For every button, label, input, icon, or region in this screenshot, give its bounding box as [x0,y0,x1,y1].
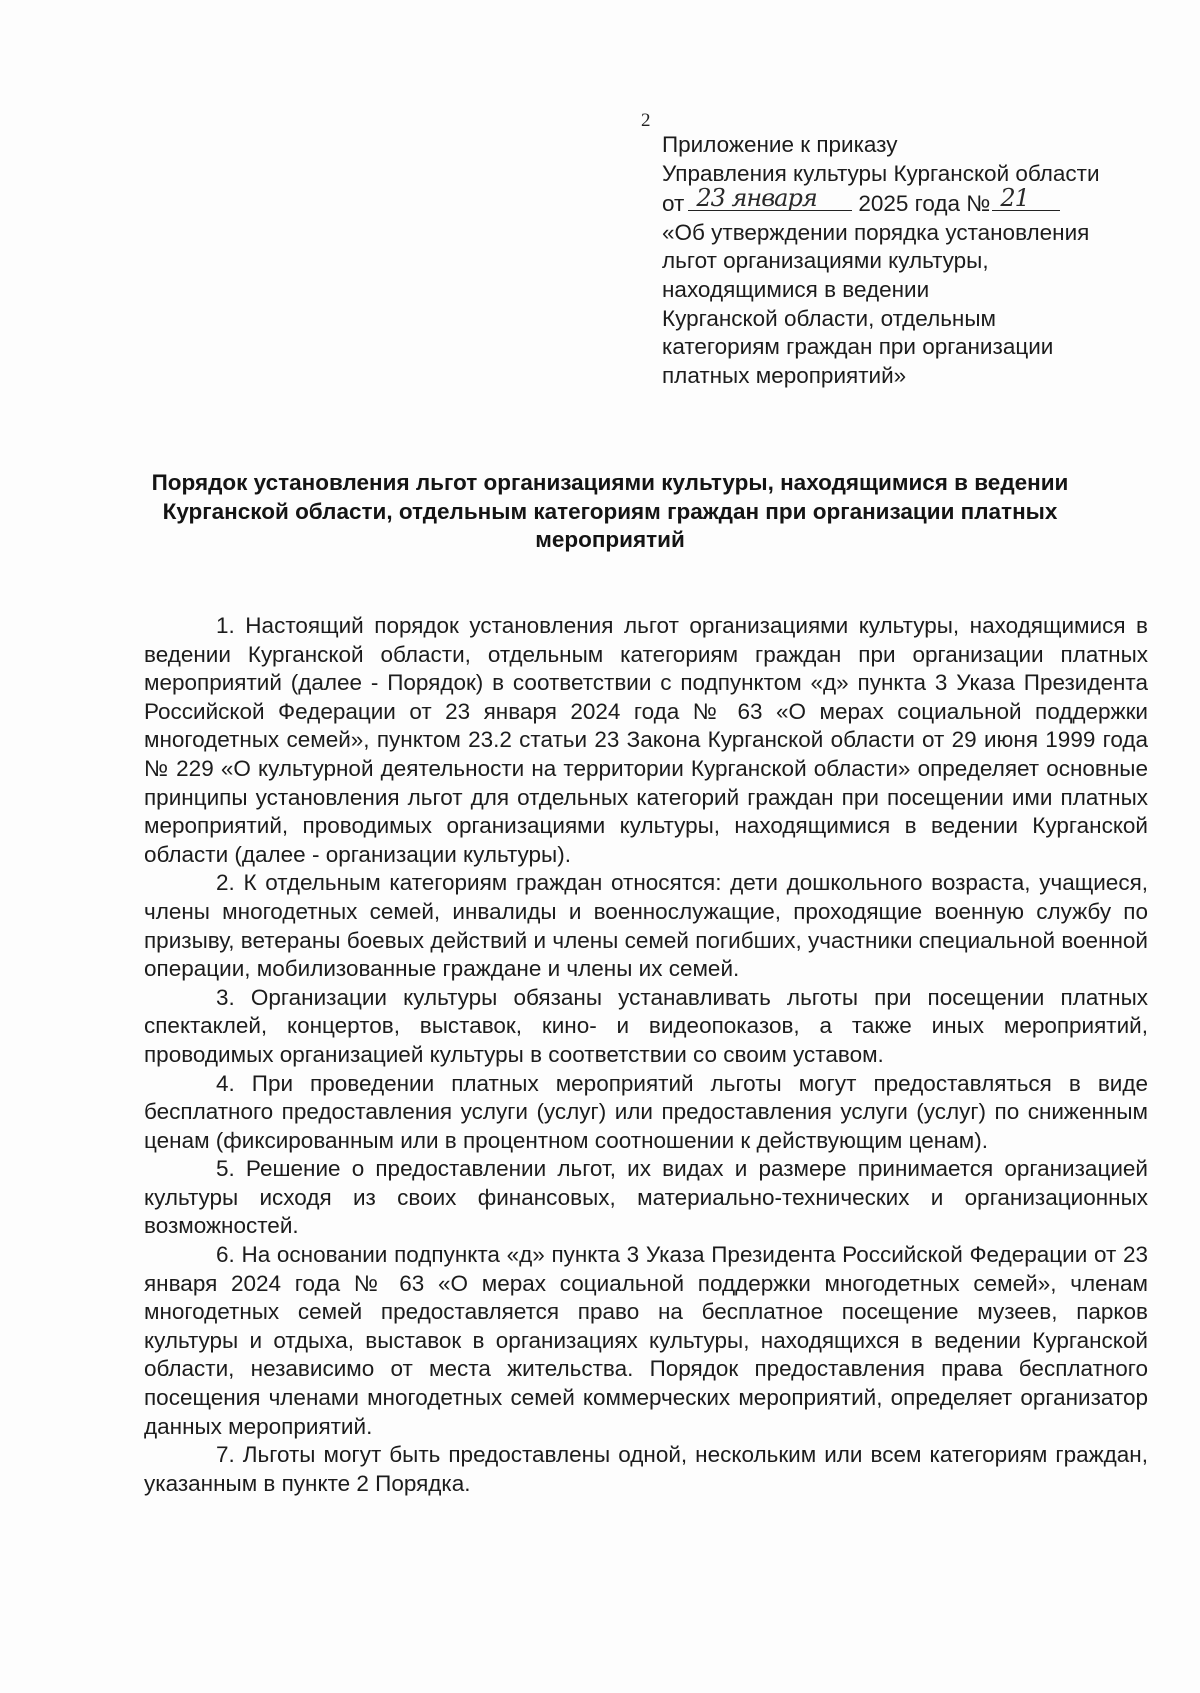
paragraph-2: 2. К отдельным категориям граждан относятся: дети дошкольного возраста, учащиеся, члены многодетных семей, инвалиды и военнослужащие, проходящие военную службу по призыву, ветераны боевых действий и члены семей погибших, участники специальной военной операции, мобилизованные граждане и члены их семей. [144,870,1148,982]
appendix-subject-2: льгот организациями культуры, [662,248,989,274]
appendix-date-line [662,183,1142,219]
appendix-subject-6: платных мероприятий» [662,362,907,388]
handwritten-date: 23 января [696,183,817,212]
appendix-header [662,131,1142,390]
document-body [144,612,1148,1498]
paragraph-5: 5. Решение о предоставлении льгот, их видах и размере принимается организацией культуры исходя из своих финансовых, материально-технических и организационных возможностей. [144,1156,1148,1239]
title-line-2: Курганской области, отдельным категориям граждан при организации платных [162,498,1058,524]
date-blank [688,183,852,212]
handwritten-number: 21 [1000,183,1029,212]
title-line-1: Порядок установления льгот организациями культуры, находящимися в ведении [151,470,1069,495]
number-blank [992,183,1060,212]
appendix-line-2: Управления культуры Курганской области [662,160,1100,186]
paragraph-7: 7. Льготы могут быть предоставлены одной, нескольким или всем категориям граждан, указанным в пункте 2 Порядка. [144,1442,1148,1496]
page-number: 2 [641,110,651,131]
paragraph-3: 3. Организации культуры обязаны устанавливать льготы при посещении платных спектаклей, концертов, выставок, кино- и видеопоказов, а также иных мероприятий, проводимых организацией культуры в соответствии со своим уставом. [144,984,1148,1067]
appendix-line-1: Приложение к приказу [662,132,898,157]
paragraph-6: 6. На основании подпункта «д» пункта 3 Указа Президента Российской Федерации от 23 января 2024 года № 63 «О мерах социальной поддержки многодетных семей», членам многодетных семей предоставляется право на бесплатное посещение музеев, парков культуры и отдыха, выставок в организациях культуры, находящихся в ведении Курганской области, независимо от места жительства. Порядок предоставления права бесплатного посещения членами многодетных семей коммерческих мероприятий, определяет организатор данных мероприятий. [144,1242,1148,1439]
date-prefix: от [662,191,685,217]
appendix-subject-5: категориям граждан при организации [662,334,1054,360]
paragraph-1: 1. Настоящий порядок установления льгот организациями культуры, находящимися в ведении Курганской области, отдельным категориям граждан при организации платных мероприятий (далее - Порядок) в соответствии с подпунктом «д» пункта 3 Указа Президента Российской Федерации от 23 января 2024 года № 63 «О мерах социальной поддержки многодетных семей», пунктом 23.2 статьи 23 Закона Курганской области от 29 июня 1999 года № 229 «О культурной деятельности на территории Курганской области» определяет основные принципы установления льгот для отдельных категорий граждан при посещении ими платных мероприятий, проводимых организациями культуры, находящимися в ведении Курганской области (далее - организации культуры). [144,613,1148,867]
title-line-3: мероприятий [535,527,685,553]
appendix-subject-4: Курганской области, отдельным [662,305,996,331]
paragraph-4: 4. При проведении платных мероприятий льготы могут предоставляться в виде бесплатного предоставления услуги (услуг) или предоставления услуги (услуг) по сниженным ценам (фиксированным или в процентном соотношении к действующим ценам). [144,1070,1148,1153]
appendix-subject-3: находящимися в ведении [662,276,930,302]
document-title [140,469,1080,555]
appendix-subject-1: «Об утверждении порядка установления [662,219,1090,245]
year-text: 2025 года № [858,191,991,217]
